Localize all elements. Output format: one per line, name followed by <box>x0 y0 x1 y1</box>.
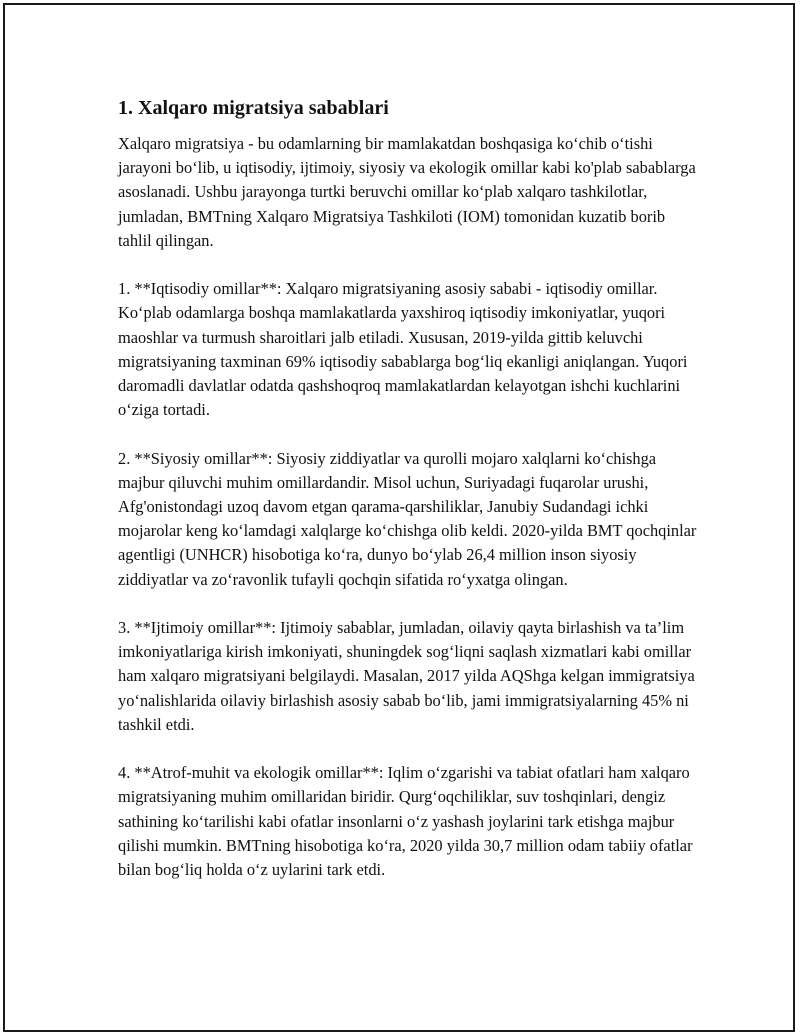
social-factors-paragraph: 3. **Ijtimoiy omillar**: Ijtimoiy sabablar, jumladan, oilaviy qayta birlashish va ta’lim imkoniyatlariga kirish imkoniyati, shuningdek sog‘liqni saqlash xizmatlari kabi omillar ham xalqaro migratsiyani belgilaydi. Masalan, 2017 yilda AQShga kelgan immigratsiya yo‘nalishlarida oilaviy birlashish asosiy sabab bo‘lib, jami immigratsiyalarning 45% ni tashkil etdi. <box>118 618 695 734</box>
document-body <box>118 96 698 906</box>
intro-paragraph: Xalqaro migratsiya - bu odamlarning bir mamlakatdan boshqasiga ko‘chib o‘tishi jarayoni bo‘lib, u iqtisodiy, ijtimoiy, siyosiy va ekologik omillar kabi ko'plab sabablarga asoslanadi. Ushbu jarayonga turtki beruvchi omillar ko‘plab xalqaro tashkilotlar, jumladan, BMTning Xalqaro Migratsiya Tashkiloti (IOM) tomonidan kuzatib borib tahlil qilingan. <box>118 134 696 250</box>
environmental-factors-paragraph: 4. **Atrof-muhit va ekologik omillar**: Iqlim o‘zgarishi va tabiat ofatlari ham xalqaro migratsiyaning muhim omillaridan biridir. Qurg‘oqchiliklar, suv toshqinlari, dengiz sathining ko‘tarilishi kabi ofatlar insonlarni o‘z yashash joylarini tark etishga majbur qilishi mumkin. BMTning hisobotiga ko‘ra, 2020 yilda 30,7 million odam tabiiy ofatlar bilan bog‘liq holda o‘z uylarini tark etdi. <box>118 763 693 880</box>
section-heading: 1. Xalqaro migratsiya sabablari <box>118 97 389 119</box>
political-factors-paragraph: 2. **Siyosiy omillar**: Siyosiy ziddiyatlar va qurolli mojaro xalqlarni ko‘chishga majbur qiluvchi muhim omillardandir. Misol uchun, Suriyadagi fuqarolar urushi, Afg'onistondagi uzoq davom etgan qarama-qarshiliklar, Janubiy Sudandagi ichki mojarolar keng ko‘lamdagi xalqlarge ko‘chishga olib keldi. 2020-yilda BMT qochqinlar agentligi (UNHCR) hisobotiga ko‘ra, dunyo bo‘ylab 26,4 million inson siyosiy ziddiyatlar va zo‘ravonlik tufayli qochqin sifatida ro‘yxatga olingan. <box>118 448 697 589</box>
economic-factors-paragraph: 1. **Iqtisodiy omillar**: Xalqaro migratsiyaning asosiy sababi - iqtisodiy omillar. Ko‘plab odamlarga boshqa mamlakatlarda yaxshiroq iqtisodiy imkoniyatlar, yuqori maoshlar va turmush sharoitlari jalb etiladi. Xususan, 2019-yilda gittib keluvchi migratsiyaning taxminan 69% iqtisodiy sabablarga bog‘liq ekanligi aniqlangan. Yuqori daromadli davlatlar odatda qashshoqroq mamlakatlardan kelayotgan ishchi kuchlarini o‘ziga tortadi. <box>118 279 688 420</box>
